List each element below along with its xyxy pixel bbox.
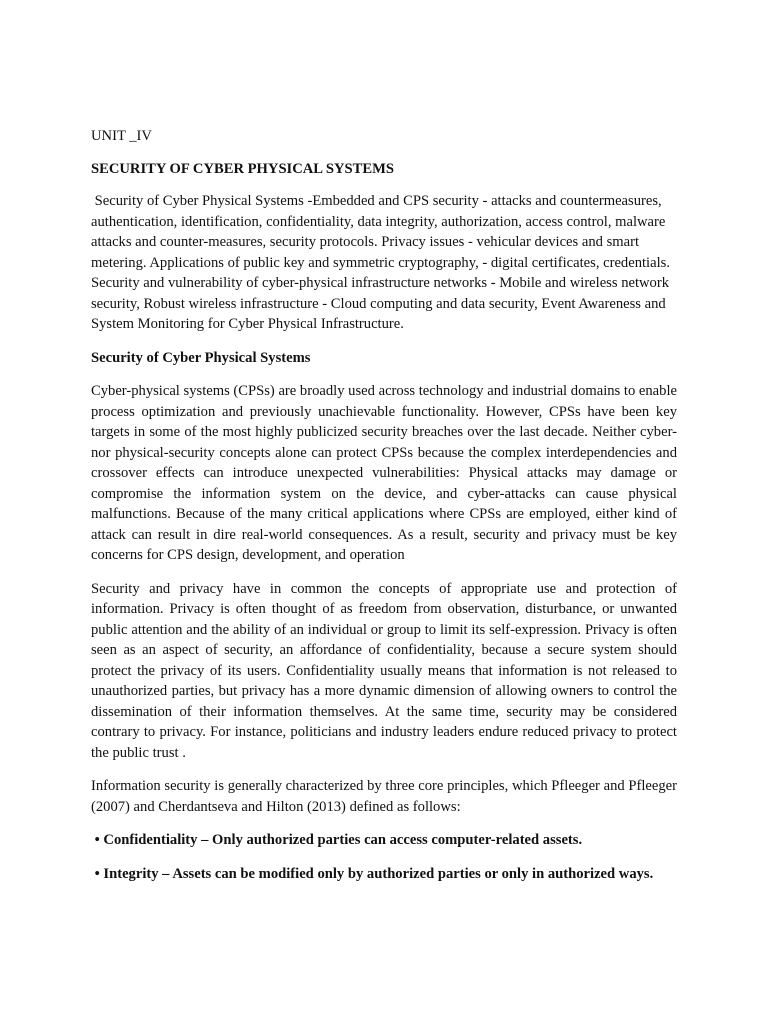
bullet-item: • Integrity – Assets can be modified only by authorized parties or only in authorized ways. (91, 865, 654, 882)
page-title: SECURITY OF CYBER PHYSICAL SYSTEMS (91, 160, 395, 177)
section-heading: Security of Cyber Physical Systems (91, 349, 311, 366)
document-page (91, 126, 677, 897)
unit-label: UNIT _IV (91, 128, 152, 144)
syllabus-paragraph: Security of Cyber Physical Systems -Embedded and CPS security - attacks and countermeasures, authentication, identification, confidentiality, data integrity, authorization, access control, malware attacks and counter-measures, security protocols. Privacy issues - vehicular devices and smart metering. Applications of public key and symmetric cryptography, - digital certificates, credentials. Security and vulnerability of cyber-physical infrastructure networks - Mobile and wireless network security, Robust wireless infrastructure - Cloud computing and data security, Event Awareness and System Monitoring for Cyber Physical Infrastructure. (91, 193, 674, 332)
body-paragraph: Information security is generally characterized by three core principles, which Pfleeger and Pfleeger (2007) and Cherdantseva and Hilton (2013) defined as follows: (91, 778, 677, 815)
body-paragraph: Cyber-physical systems (CPSs) are broadly used across technology and industrial domains to enable process optimization and previously unachievable functionality. However, CPSs have been key targets in some of the most highly publicized security breaches over the last decade. Neither cyber- nor physical-security concepts alone can protect CPSs because the complex interdependencies and crossover effects can introduce unexpected vulnerabilities: Physical attacks may damage or compromise the information system on the device, and cyber-attacks can cause physical malfunctions. Because of the many critical applications where CPSs are employed, either kind of attack can result in dire real-world consequences. As a result, security and privacy must be key concerns for CPS design, development, and operation (91, 383, 677, 563)
body-paragraph: Security and privacy have in common the concepts of appropriate use and protection of information. Privacy is often thought of as freedom from observation, disturbance, or unwanted public attention and the ability of an individual or group to limit its self-expression. Privacy is often seen as an aspect of security, an affordance of confidentiality, because a secure system should protect the privacy of its users. Confidentiality usually means that information is not released to unauthorized parties, but privacy has a more dynamic dimension of allowing owners to control the dissemination of their information themselves. At the same time, security may be considered contrary to privacy. For instance, politicians and industry leaders endure reduced privacy to protect the public trust . (91, 580, 677, 761)
bullet-item: • Confidentiality – Only authorized parties can access computer-related assets. (91, 832, 583, 848)
